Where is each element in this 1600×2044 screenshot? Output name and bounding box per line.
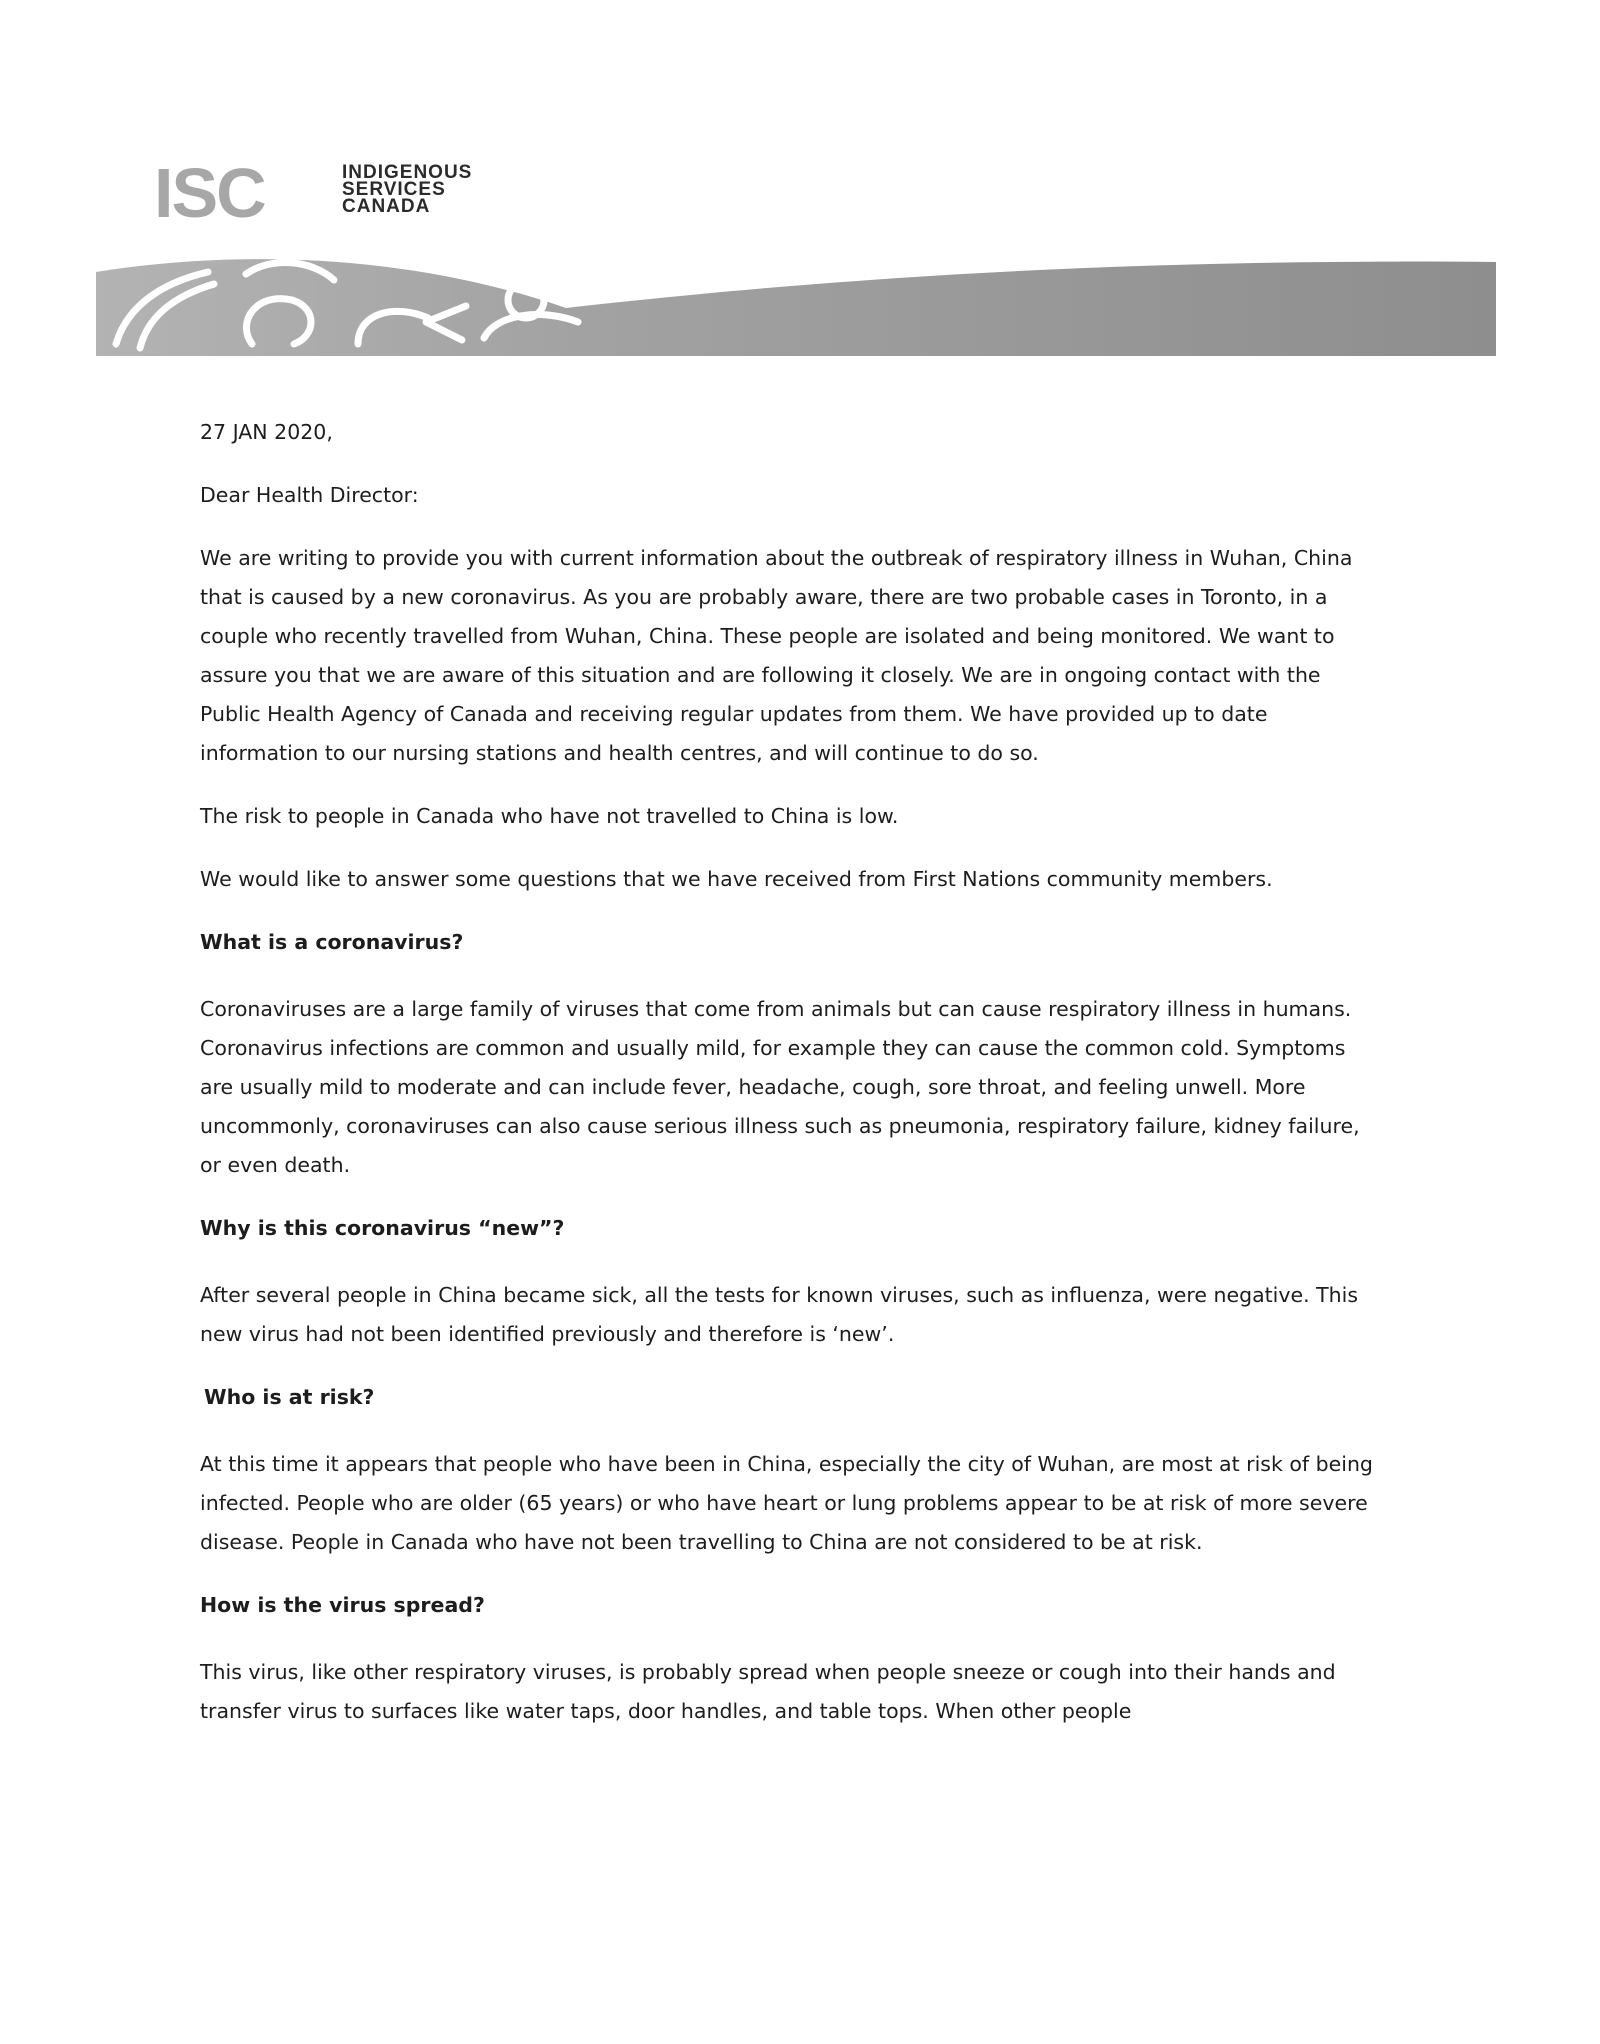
header-banner (96, 248, 1496, 356)
questions-intro: We would like to answer some questions that we have received from First Nations community members. (200, 867, 1273, 891)
section-body: This virus, like other respiratory viruses, is probably spread when people sneeze or cough into their hands and transfer virus to surfaces like water taps, door handles, and table tops. When other people (200, 1660, 1336, 1723)
section-heading: Who is at risk? (204, 1385, 375, 1409)
section-heading: How is the virus spread? (200, 1593, 485, 1617)
section-body: Coronaviruses are a large family of viruses that come from animals but can cause respiratory illness in humans. Coronavirus infections are common and usually mild, for example they can cause the common cold. Symptoms are usually mild to moderate and can include fever, headache, cough, sore throat, and feeling unwell. More uncommonly, coronaviruses can also cause serious illness such as pneumonia, respiratory failure, kidney failure, or even death. (200, 997, 1360, 1177)
letter-date: 27 JAN 2020, (200, 420, 333, 444)
logo-letters: ISC (154, 154, 265, 232)
logo-word: INDIGENOUS (342, 162, 473, 183)
isc-logo (154, 154, 554, 232)
logo-word: SERVICES (342, 179, 446, 200)
section-body: After several people in China became sick, all the tests for known viruses, such as influenza, were negative. This new virus had not been identified previously and therefore is ‘new’. (200, 1283, 1359, 1346)
intro-paragraph: We are writing to provide you with current information about the outbreak of respiratory illness in Wuhan, China that is caused by a new coronavirus. As you are probably aware, there are two probable cases in Toronto, in a couple who recently travelled from Wuhan, China. These people are isolated and being monitored. We want to assure you that we are aware of this situation and are following it closely. We are in ongoing contact with the Public Health Agency of Canada and receiving regular updates from them. We have provided up to date information to our nursing stations and health centres, and will continue to do so. (200, 546, 1353, 765)
letter-body (200, 413, 1380, 1755)
salutation: Dear Health Director: (200, 483, 419, 507)
section-heading: What is a coronavirus? (200, 930, 464, 954)
risk-statement: The risk to people in Canada who have not travelled to China is low. (200, 804, 899, 828)
logo-wordmark (342, 164, 472, 215)
section-heading: Why is this coronavirus “new”? (200, 1216, 565, 1240)
section-body: At this time it appears that people who have been in China, especially the city of Wuhan, are most at risk of being infected. People who are older (65 years) or who have heart or lung problems appear to be at risk of more severe disease. People in Canada who have not been travelling to China are not considered to be at risk. (200, 1452, 1373, 1554)
logo-word: CANADA (342, 196, 431, 217)
